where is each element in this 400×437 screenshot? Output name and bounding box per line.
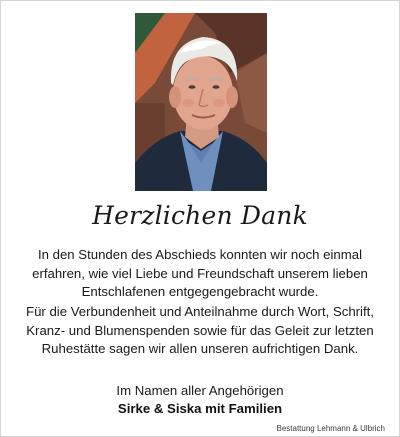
signature-names: Sirke & Siska mit Familien: [117, 401, 283, 416]
signature-intro: Im Namen aller Angehörigen: [116, 383, 284, 398]
thank-you-heading: Herzlichen Dank: [92, 201, 308, 230]
paragraph-farewell: In den Stunden des Abschieds konnten wir noch einmal erfahren, wie viel Liebe und Freundschaft unserem lieben Entschlafenen entgegengebracht wurde.: [32, 247, 368, 299]
paragraph-gratitude: Für die Verbundenheit und Anteilnahme durch Wort, Schrift, Kranz- und Blumenspenden sowie für das Geleit zur letzten Ruhestätte sagen wir allen unseren aufrichtigen Dank.: [26, 304, 374, 356]
funeral-home-credit: Bestattung Lehmann & Ulbrich: [276, 424, 385, 433]
portrait-photo: [135, 13, 267, 191]
